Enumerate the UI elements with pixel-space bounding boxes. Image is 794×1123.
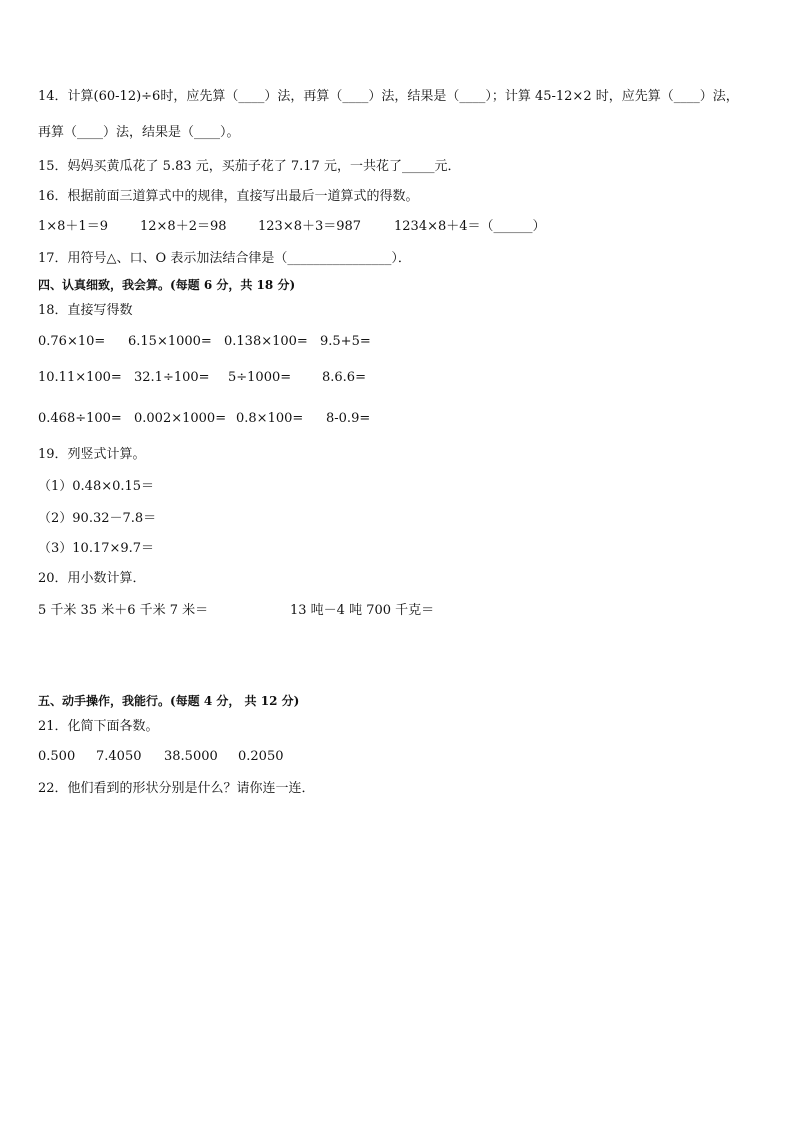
question-17: 17．用符号△、口、O 表示加法结合律是（________________）． (38, 251, 411, 266)
question-14-line-1: 14．计算(60-12)÷6时，应先算（____）法，再算（____）法，结果是（____）；计算 45-12×2 时，应先算（____）法， (38, 89, 739, 104)
question-20-item-2: 13 吨－4 吨 700 千克＝ (290, 603, 435, 618)
equation-3: 123×8＋3＝987 (258, 219, 362, 234)
calc-item: 0.002×1000= (134, 411, 227, 426)
question-22: 22．他们看到的形状分别是什么？请你连一连． (38, 781, 315, 796)
section-4-heading: 四、认真细致，我会算。(每题 6 分，共 18 分) (38, 278, 296, 292)
equation-4: 1234×8＋4＝（______） (394, 219, 546, 234)
question-16: 16．根据前面三道算式中的规律，直接写出最后一道算式的得数。 (38, 189, 419, 204)
equation-2: 12×8＋2＝98 (140, 219, 227, 234)
calc-item: 0.8×100= (236, 411, 304, 426)
number-item: 0.2050 (238, 749, 284, 764)
calc-item: 5÷1000= (228, 370, 292, 385)
question-20-item-1: 5 千米 35 米＋6 千米 7 米＝ (38, 603, 209, 618)
calc-item: 6.15×1000= (128, 334, 212, 349)
question-15: 15．妈妈买黄瓜花了 5.83 元，买茄子花了 7.17 元，一共花了_____元． (38, 159, 461, 174)
question-20: 20．用小数计算． (38, 571, 146, 586)
calc-item: 9.5+5= (320, 334, 371, 349)
question-19-item-2: （2）90.32－7.8＝ (38, 511, 157, 526)
question-19: 19．列竖式计算。 (38, 447, 146, 462)
equation-1: 1×8＋1＝9 (38, 219, 108, 234)
calc-item: 10.11×100= (38, 370, 122, 385)
number-item: 38.5000 (164, 749, 218, 764)
section-5-heading: 五、动手操作，我能行。(每题 4 分， 共 12 分) (38, 694, 300, 708)
question-19-item-3: （3）10.17×9.7＝ (38, 541, 155, 556)
question-14-line-2: 再算（____）法，结果是（____）。 (38, 125, 240, 140)
calc-item: 8-0.9= (326, 411, 371, 426)
number-item: 7.4050 (96, 749, 142, 764)
calc-item: 0.468÷100= (38, 411, 122, 426)
calc-item: 0.76×10= (38, 334, 106, 349)
calc-item: 0.138×100= (224, 334, 308, 349)
question-21: 21．化简下面各数。 (38, 719, 159, 734)
number-item: 0.500 (38, 749, 76, 764)
calc-item: 32.1÷100= (134, 370, 210, 385)
calc-item: 8.6.6= (322, 370, 366, 385)
question-19-item-1: （1）0.48×0.15＝ (38, 479, 155, 494)
question-18: 18．直接写得数 (38, 303, 133, 318)
